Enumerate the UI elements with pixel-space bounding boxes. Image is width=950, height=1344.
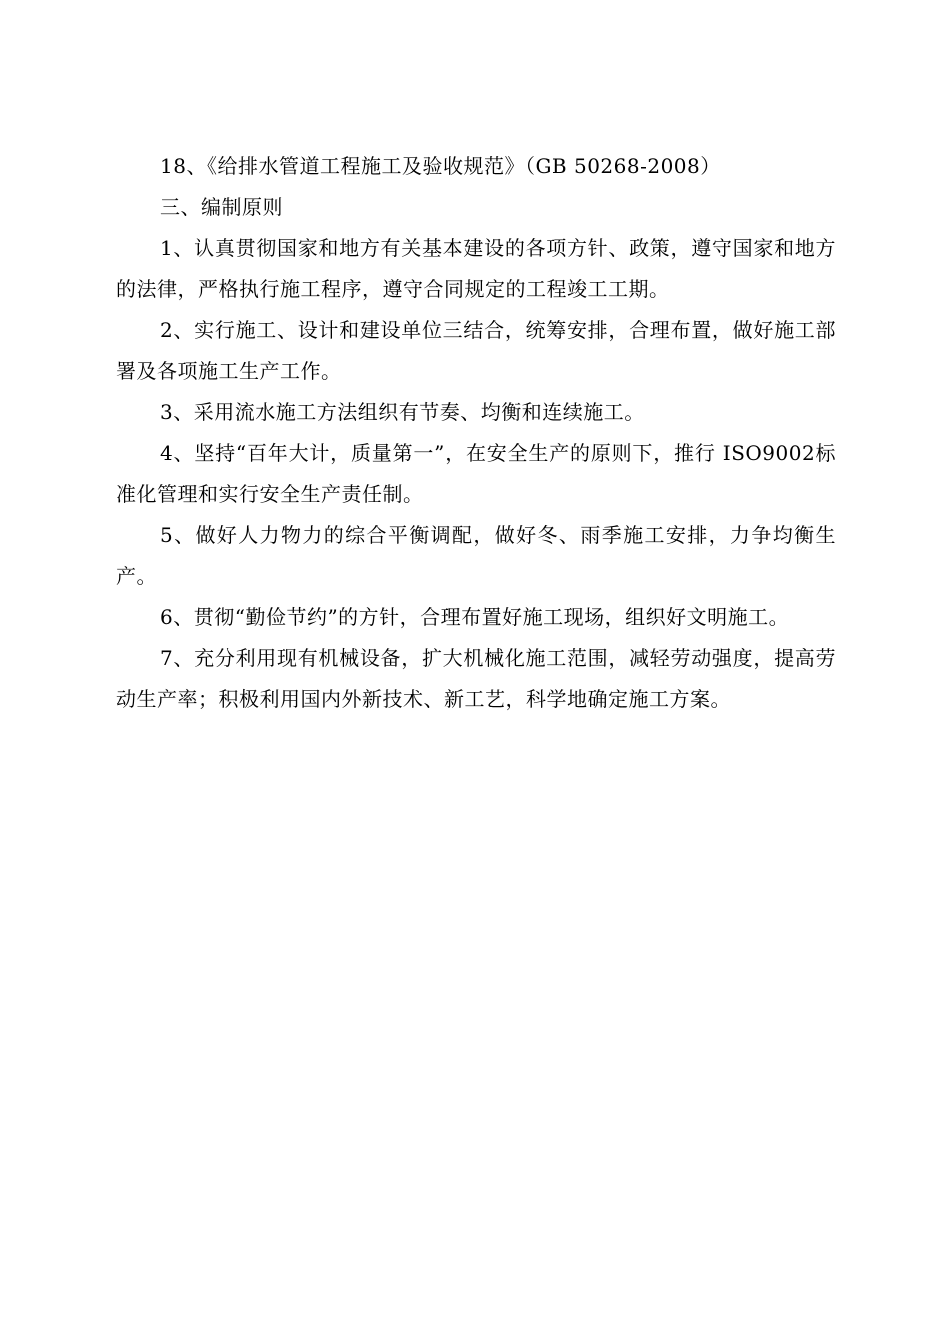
principle-item-5: 5、做好人力物力的综合平衡调配，做好冬、雨季施工安排，力争均衡生产。 — [116, 523, 836, 588]
principle-item-6: 6、贯彻“勤俭节约”的方针，合理布置好施工现场，组织好文明施工。 — [160, 605, 790, 629]
document-body — [116, 146, 836, 720]
principle-item-4: 4、坚持“百年大计，质量第一”，在安全生产的原则下，推行 ISO9002标准化管理和实行安全生产责任制。 — [116, 441, 836, 506]
principle-item-2: 2、实行施工、设计和建设单位三结合，统筹安排，合理布置，做好施工部署及各项施工生产工作。 — [116, 318, 836, 383]
principle-item-3: 3、采用流水施工方法组织有节奏、均衡和连续施工。 — [160, 400, 645, 424]
principle-item-7: 7、充分利用现有机械设备，扩大机械化施工范围，减轻劳动强度，提高劳动生产率；积极利用国内外新技术、新工艺，科学地确定施工方案。 — [116, 646, 836, 711]
principle-item-1: 1、认真贯彻国家和地方有关基本建设的各项方针、政策，遵守国家和地方的法律，严格执行施工程序，遵守合同规定的工程竣工工期。 — [116, 236, 836, 301]
section-heading-principles: 三、编制原则 — [160, 195, 283, 219]
reference-item-18: 18、《给排水管道工程施工及验收规范》（GB 50268-2008） — [160, 154, 721, 178]
